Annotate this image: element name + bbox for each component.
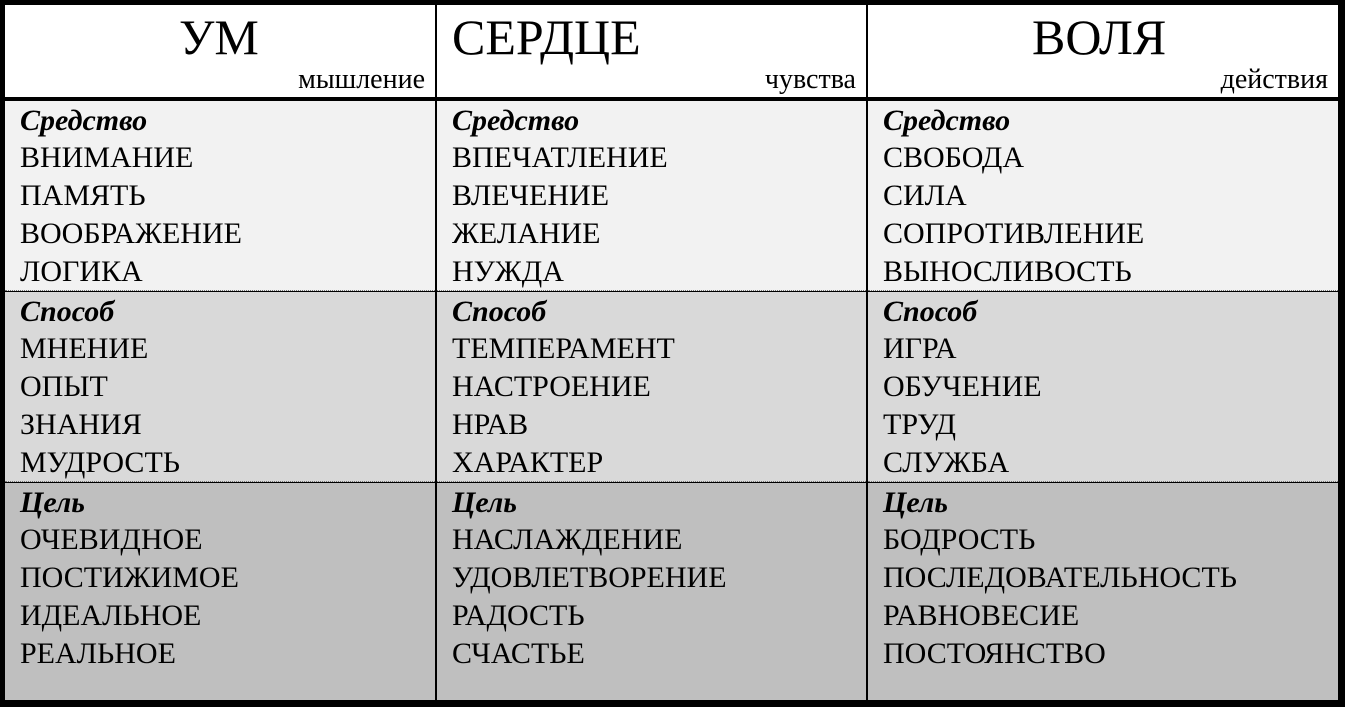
list-item: ВЛЕЧЕНИЕ bbox=[452, 179, 610, 212]
list-item: СИЛА bbox=[883, 179, 967, 212]
list-item: ХАРАКТЕР bbox=[452, 446, 604, 479]
list-item: НУЖДА bbox=[452, 255, 564, 288]
column-header bbox=[5, 5, 435, 99]
list-item: РАВНОВЕСИЕ bbox=[883, 599, 1080, 632]
list-item: ПОСЛЕДОВАТЕЛЬНОСТЬ bbox=[883, 561, 1237, 594]
list-item: ВНИМАНИЕ bbox=[20, 141, 194, 174]
column-subtitle: действия bbox=[1220, 64, 1328, 95]
list-item: МНЕНИЕ bbox=[20, 332, 149, 365]
section-label: Способ bbox=[452, 295, 547, 328]
list-item: РАДОСТЬ bbox=[452, 599, 585, 632]
column-header bbox=[868, 5, 1338, 99]
list-item: НАСТРОЕНИЕ bbox=[452, 370, 651, 403]
column-subtitle: чувства bbox=[764, 64, 856, 95]
table-section bbox=[5, 483, 435, 700]
section-label: Средство bbox=[452, 104, 580, 137]
table-section bbox=[868, 292, 1338, 482]
section-label: Способ bbox=[883, 295, 978, 328]
column-title: ВОЛЯ bbox=[1032, 9, 1167, 65]
list-item: ЗНАНИЯ bbox=[20, 408, 142, 441]
comparison-table bbox=[5, 5, 1338, 700]
list-item: СВОБОДА bbox=[883, 141, 1025, 174]
list-item: СЧАСТЬЕ bbox=[452, 637, 585, 670]
list-item: ОПЫТ bbox=[20, 370, 108, 403]
table-section bbox=[868, 101, 1338, 291]
list-item: ЖЕЛАНИЕ bbox=[452, 217, 601, 250]
list-item: РЕАЛЬНОЕ bbox=[20, 637, 176, 670]
list-item: ПОСТОЯНСТВО bbox=[883, 637, 1106, 670]
table-section bbox=[5, 101, 435, 291]
list-item: ПАМЯТЬ bbox=[20, 179, 146, 212]
list-item: ТРУД bbox=[883, 408, 956, 441]
column-title: УМ bbox=[179, 9, 259, 65]
section-label: Цель bbox=[20, 486, 86, 519]
table-section bbox=[437, 101, 866, 291]
table-section bbox=[437, 483, 866, 700]
list-item: УДОВЛЕТВОРЕНИЕ bbox=[452, 561, 727, 594]
list-item: ПОСТИЖИМОЕ bbox=[20, 561, 239, 594]
list-item: ВЫНОСЛИВОСТЬ bbox=[883, 255, 1132, 288]
list-item: ОБУЧЕНИЕ bbox=[883, 370, 1042, 403]
section-label: Средство bbox=[883, 104, 1011, 137]
list-item: ОЧЕВИДНОЕ bbox=[20, 523, 203, 556]
list-item: БОДРОСТЬ bbox=[883, 523, 1036, 556]
column-header bbox=[437, 5, 866, 99]
section-label: Средство bbox=[20, 104, 148, 137]
list-item: НАСЛАЖДЕНИЕ bbox=[452, 523, 683, 556]
list-item: ВПЕЧАТЛЕНИЕ bbox=[452, 141, 668, 174]
list-item: СЛУЖБА bbox=[883, 446, 1010, 479]
table-section bbox=[5, 292, 435, 482]
table-column bbox=[5, 5, 435, 700]
list-item: ИДЕАЛЬНОЕ bbox=[20, 599, 202, 632]
table-column bbox=[868, 5, 1338, 700]
section-label: Цель bbox=[883, 486, 949, 519]
list-item: НРАВ bbox=[452, 408, 529, 441]
column-subtitle: мышление bbox=[298, 64, 425, 95]
section-label: Способ bbox=[20, 295, 115, 328]
table-section bbox=[437, 292, 866, 482]
list-item: ТЕМПЕРАМЕНТ bbox=[452, 332, 675, 365]
list-item: ВООБРАЖЕНИЕ bbox=[20, 217, 242, 250]
list-item: ИГРА bbox=[883, 332, 957, 365]
list-item: МУДРОСТЬ bbox=[20, 446, 180, 479]
list-item: СОПРОТИВЛЕНИЕ bbox=[883, 217, 1145, 250]
section-label: Цель bbox=[452, 486, 518, 519]
table-column bbox=[437, 5, 866, 700]
table-section bbox=[868, 483, 1338, 700]
list-item: ЛОГИКА bbox=[20, 255, 143, 288]
column-title: СЕРДЦЕ bbox=[452, 9, 641, 65]
